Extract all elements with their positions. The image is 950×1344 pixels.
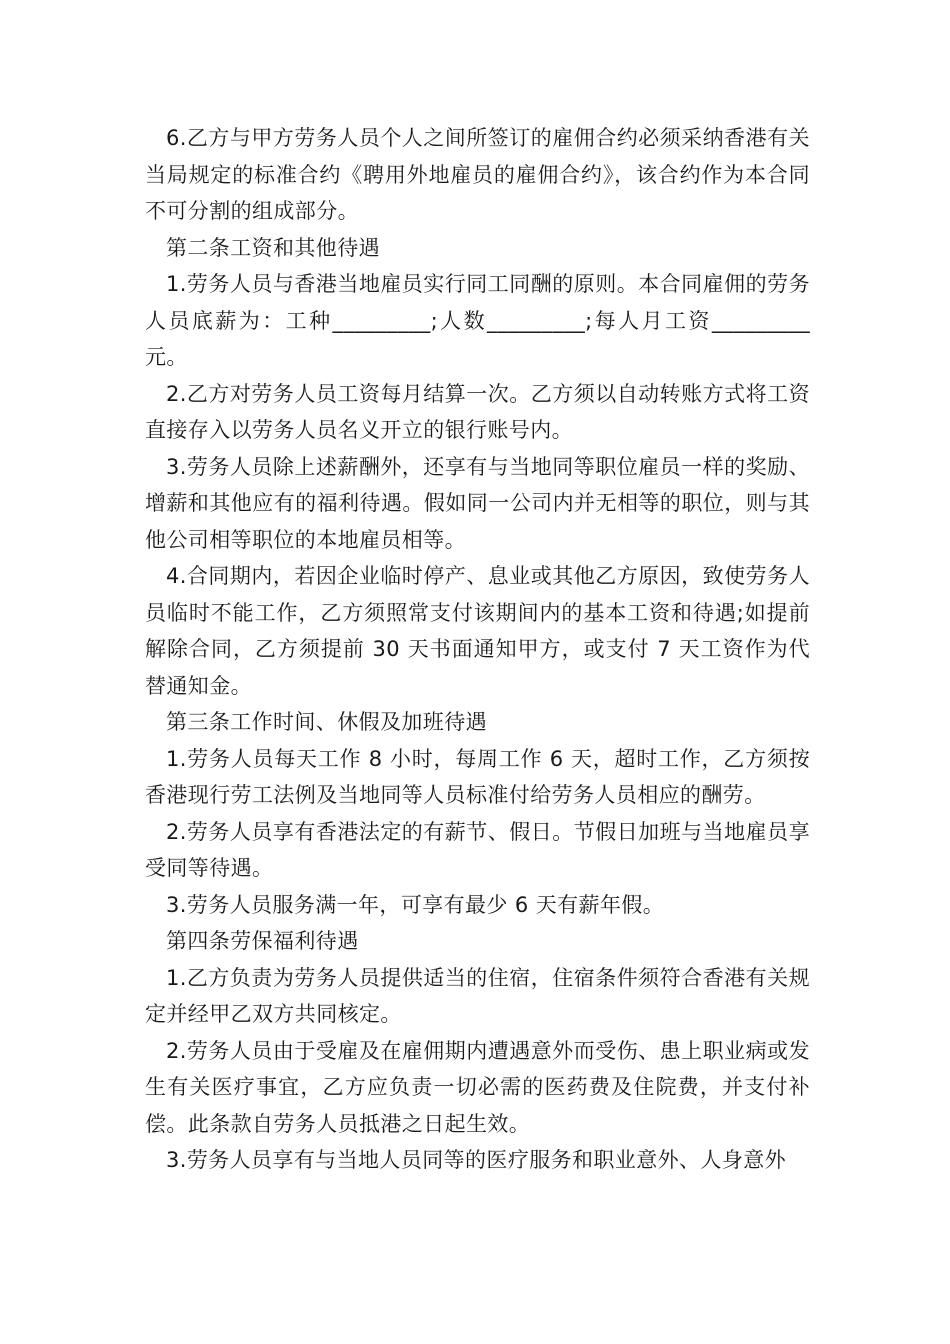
clause-paragraph: 3.劳务人员除上述薪酬外，还享有与当地同等职位雇员一样的奖励、增薪和其他应有的福利待遇。假如同一公司内并无相等的职位，则与其他公司相等职位的本地雇员相等。	[145, 454, 810, 552]
clause-paragraph: 1.劳务人员每天工作 8 小时，每周工作 6 天，超时工作，乙方须按香港现行劳工法例及当地同等人员标准付给劳务人员相应的酬劳。	[145, 746, 810, 807]
clause-paragraph: 4.合同期内，若因企业临时停产、息业或其他乙方原因，致使劳务人员临时不能工作，乙方须照常支付该期间内的基本工资和待遇;如提前解除合同，乙方须提前 30 天书面通知甲方，或支付 7 天工资作为代替通知金。	[145, 564, 810, 698]
clause-paragraph: 3.劳务人员享有与当地人员同等的医疗服务和职业意外、人身意外	[166, 1148, 787, 1172]
article-heading: 第二条工资和其他待遇	[166, 235, 380, 260]
article-heading: 第三条工作时间、休假及加班待遇	[166, 710, 487, 734]
clause-paragraph: 1.乙方负责为劳务人员提供适当的住宿，住宿条件须符合香港有关规定并经甲乙双方共同核定。	[145, 965, 810, 1026]
article-heading: 第四条劳保福利待遇	[166, 929, 359, 953]
clause-paragraph: 2.劳务人员由于受雇及在雇佣期内遭遇意外而受伤、患上职业病或发生有关医疗事宜，乙方应负责一切必需的医药费及住院费，并支付补偿。此条款自劳务人员抵港之日起生效。	[145, 1038, 810, 1136]
clause-paragraph: 2.劳务人员享有香港法定的有薪节、假日。节假日加班与当地雇员享受同等待遇。	[145, 819, 810, 880]
clause-paragraph: 6.乙方与甲方劳务人员个人之间所签订的雇佣合约必须采纳香港有关当局规定的标准合约《聘用外地雇员的雇佣合约》，该合约作为本合同不可分割的组成部分。	[145, 126, 810, 223]
clause-paragraph: 3.劳务人员服务满一年，可享有最少 6 天有薪年假。	[166, 892, 665, 917]
clause-paragraph: 1.劳务人员与香港当地雇员实行同工同酬的原则。本合同雇佣的劳务人员底薪为：工种_________;人数_________;每人月工资_________元。	[145, 272, 810, 369]
document-body	[145, 120, 810, 1179]
clause-paragraph: 2.乙方对劳务人员工资每月结算一次。乙方须以自动转账方式将工资直接存入以劳务人员名义开立的银行账号内。	[145, 381, 810, 442]
